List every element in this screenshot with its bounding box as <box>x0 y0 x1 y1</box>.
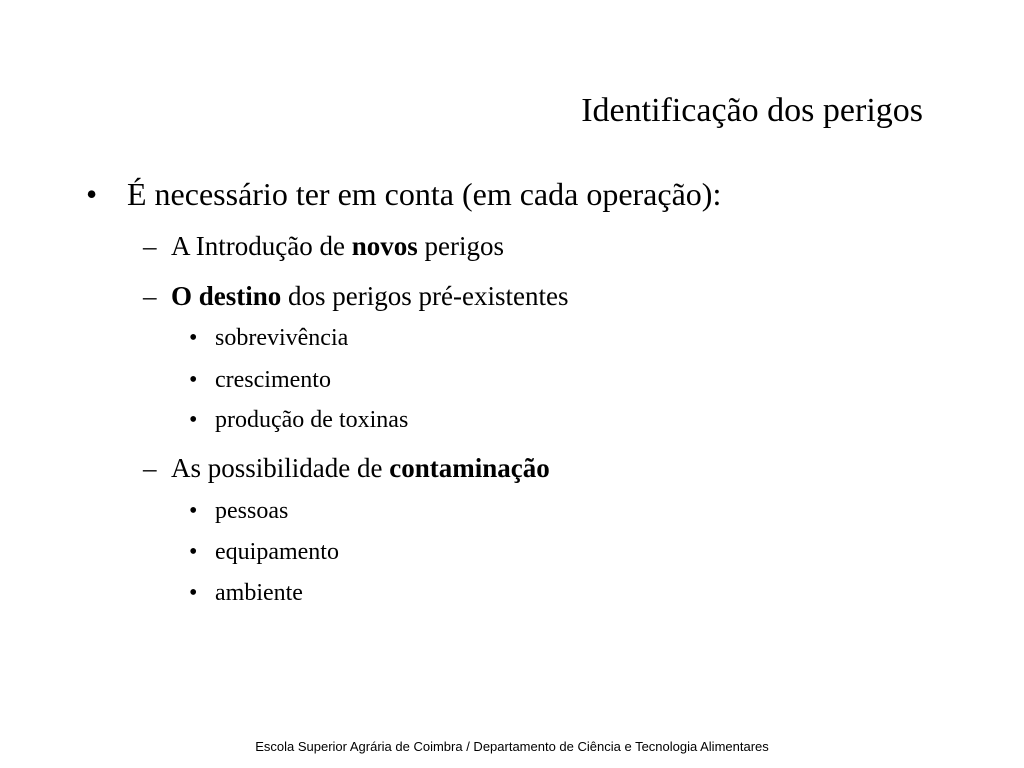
bullet-marker: • <box>86 176 98 212</box>
dash-marker: – <box>143 231 157 261</box>
bullet-marker: • <box>189 325 198 351</box>
sub-bullet-suffix: dos perigos pré-existentes <box>281 281 569 311</box>
bullet-main <box>86 174 721 214</box>
sub-bullet-suffix: perigos <box>417 231 504 261</box>
list-item <box>189 537 339 567</box>
list-item <box>189 578 303 608</box>
list-item <box>189 323 348 353</box>
bullet-marker: • <box>189 580 198 606</box>
sub-bullet-text <box>143 281 568 311</box>
sub-bullet-contamination <box>143 451 550 485</box>
dash-marker: – <box>143 281 157 311</box>
sub-bullet-text <box>143 453 550 483</box>
slide-title: Identificação dos perigos <box>581 92 923 129</box>
list-item-text: equipamento <box>215 539 339 565</box>
list-item-text: produção de toxinas <box>215 407 409 433</box>
bullet-marker: • <box>189 539 198 565</box>
list-item <box>189 405 408 435</box>
list-item-text: crescimento <box>215 367 331 393</box>
bullet-marker: • <box>189 407 198 433</box>
list-item-text: pessoas <box>215 498 289 524</box>
list-item-text: ambiente <box>215 580 303 606</box>
slide-footer: Escola Superior Agrária de Coimbra / Departamento de Ciência e Tecnologia Alimentares <box>255 739 769 754</box>
list-item <box>189 496 288 526</box>
sub-bullet-text <box>143 231 504 261</box>
sub-bullet-prefix: A Introdução de <box>171 231 352 261</box>
sub-bullet-emphasis: O destino <box>171 281 282 311</box>
sub-bullet-new-hazards <box>143 229 504 263</box>
bullet-main-text: É necessário ter em conta (em cada operação): <box>127 176 722 212</box>
list-item <box>189 365 331 395</box>
dash-marker: – <box>143 453 157 483</box>
list-item-text: sobrevivência <box>215 325 349 351</box>
sub-bullet-emphasis: novos <box>351 231 418 261</box>
bullet-marker: • <box>189 367 198 393</box>
sub-bullet-prefix: As possibilidade de <box>171 453 390 483</box>
bullet-marker: • <box>189 498 198 524</box>
sub-bullet-fate <box>143 279 568 313</box>
sub-bullet-emphasis: contaminação <box>389 453 550 483</box>
